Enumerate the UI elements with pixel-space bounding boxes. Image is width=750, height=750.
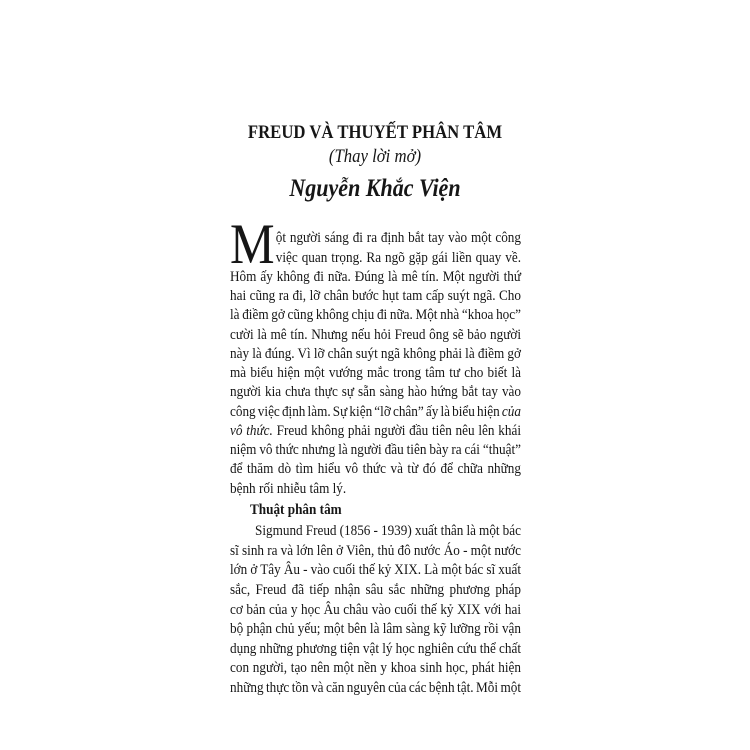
text-line-content: là điềm gở cũng không chịu đi nữa. Một nhà “khoa học” xyxy=(230,307,522,324)
section-heading: Thuật phân tâm xyxy=(249,502,342,519)
text-line xyxy=(230,306,521,325)
text-line xyxy=(276,249,521,268)
text-line xyxy=(255,522,521,542)
text-line-content: người kia chưa thực sự sẵn sàng hào hứng bắt tay vào xyxy=(230,384,522,401)
text-run: công việc định làm. Sự kiện “lỡ chân” ấy là biểu hiện xyxy=(230,403,500,420)
text-line xyxy=(230,679,521,699)
text-line xyxy=(230,460,521,479)
text-line-content: ột người sáng đi ra định bắt tay vào một công xyxy=(275,230,522,247)
text-line xyxy=(230,383,521,402)
text-line xyxy=(230,364,521,383)
text-line xyxy=(230,659,521,679)
text-line-content xyxy=(230,403,521,422)
text-line xyxy=(230,345,521,364)
text-line xyxy=(230,287,521,306)
text-line-content: cơ bản của y học Âu châu vào cuối thế kỷ XIX với hai xyxy=(230,601,522,618)
text-line xyxy=(230,640,521,660)
text-line xyxy=(230,441,521,460)
text-line-content: bộ phận chủ yếu; một bên là lâm sàng kỹ lưỡng rồi vận xyxy=(230,621,522,638)
text-line-content: Sigmund Freud (1856 - 1939) xuất thân là một bác xyxy=(254,523,522,540)
chapter-title: FREUD VÀ THUYẾT PHÂN TÂM xyxy=(247,122,503,143)
text-line-content: những thực tồn và căn nguyên của các bệnh tật. Mỗi một xyxy=(230,680,522,697)
drop-cap: M xyxy=(230,212,275,276)
text-line xyxy=(230,480,521,499)
text-line-content: mà biểu hiện một vướng mắc trong tâm tư cho biết là xyxy=(230,365,522,382)
text-line xyxy=(230,326,521,345)
text-line-content xyxy=(230,422,521,441)
chapter-subtitle: (Thay lời mở) xyxy=(328,146,422,167)
text-line xyxy=(230,561,521,581)
text-line-content: con người, tạo nên một nền y khoa sinh học, phát hiện xyxy=(230,660,522,677)
text-column xyxy=(230,212,522,698)
paragraph xyxy=(230,522,521,698)
text-line-content: để thăm dò tìm hiểu vô thức và từ đó để chữa những xyxy=(230,461,522,478)
text-line-content: dụng những phương tiện vật lý học nghiên cứu thể chất xyxy=(230,640,522,657)
text-line-content: sắc, Freud đã tiếp nhận sâu sắc những phương pháp xyxy=(230,582,522,599)
text-line-content: hai cũng ra đi, lỡ chân bước hụt tam cấp suýt ngã. Cho xyxy=(230,288,522,305)
italic-text-run: vô thức. xyxy=(230,422,273,439)
text-run: Freud không phải người đầu tiên nêu lên khái xyxy=(276,422,521,439)
text-line-content: việc quan trọng. Ra ngõ gặp gái liền quay về. xyxy=(275,249,522,266)
author-name: Nguyễn Khắc Viện xyxy=(289,175,461,202)
text-line-content: sĩ sinh ra và lớn lên ở Viên, thủ đô nước Áo - một nước xyxy=(230,542,522,559)
text-line xyxy=(230,422,521,441)
text-line xyxy=(276,229,521,248)
text-line xyxy=(230,403,521,422)
text-line-content: bệnh rối nhiễu tâm lý. xyxy=(230,480,347,497)
italic-text-run: của xyxy=(501,403,522,420)
text-line xyxy=(230,581,521,601)
text-line-content: niệm vô thức nhưng là người đầu tiên bày ra cái “thuật” xyxy=(230,442,522,459)
text-line-content: lớn ở Tây Âu - vào cuối thế kỷ XIX. Là một bác sĩ xuất xyxy=(230,562,522,579)
paragraph xyxy=(230,212,522,499)
text-line-content: Hôm ấy không đi nữa. Đúng là mê tín. Một người thứ xyxy=(230,268,522,285)
text-line-content: này là đúng. Vì lỡ chân suýt ngã không phải là điềm gở xyxy=(230,345,522,362)
text-line xyxy=(230,542,521,562)
text-line xyxy=(230,601,521,621)
text-line-content: cười là mê tín. Nhưng nếu hỏi Freud ông sẽ bảo người xyxy=(230,326,522,343)
text-line xyxy=(230,620,521,640)
